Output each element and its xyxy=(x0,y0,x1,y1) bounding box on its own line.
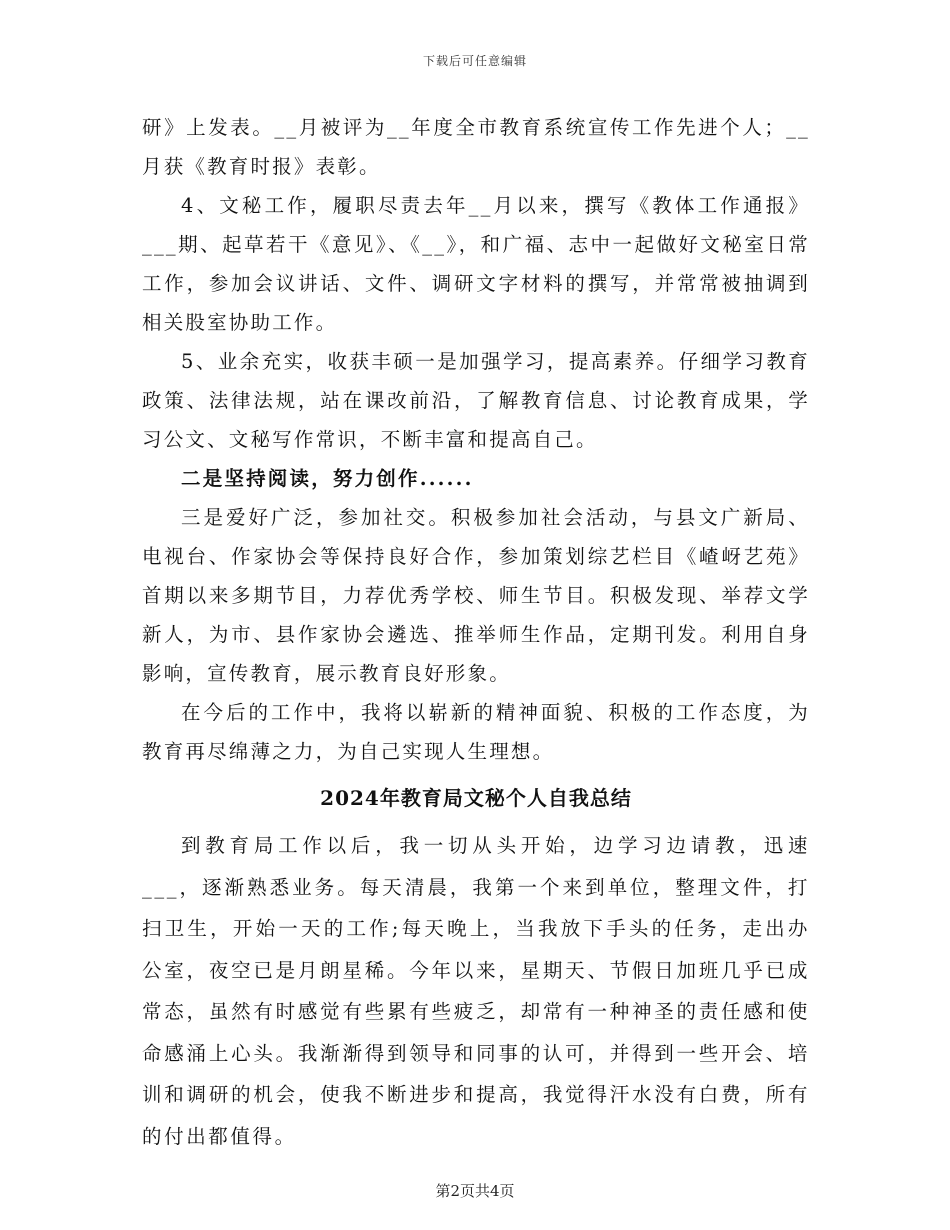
paragraph-social-activities: 三是爱好广泛，参加社交。积极参加社会活动，与县文广新局、电视台、作家协会等保持良好合作，参加策划综艺栏目《嵖岈艺苑》首期以来多期节目，力荐优秀学校、师生节目。积极发现、举荐文学新人，为市、县作家协会遴选、推举师生作品，定期刊发。利用自身影响，宣传教育，展示教育良好形象。 xyxy=(142,506,810,685)
document-body xyxy=(142,108,810,1157)
page-header: 下载后可任意编辑 xyxy=(422,54,527,68)
paragraph-spare-time: 5、业余充实，收获丰硕一是加强学习，提高素养。仔细学习教育政策、法律法规，站在课改前沿，了解教育信息、讨论教育成果，学习公文、文秘写作常识，不断丰富和提高自己。 xyxy=(142,350,810,451)
paragraph-reading-writing: 二是坚持阅读，努力创作...... xyxy=(181,467,474,490)
paragraph-secretarial-work: 4、文秘工作，履职尽责去年__月以来，撰写《教体工作通报》___期、起草若干《意见》、《__》，和广福、志中一起做好文秘室日常工作，参加会议讲话、文件、调研文字材料的撰写，并常常被抽调到相关股室协助工作。 xyxy=(142,194,810,334)
section-title: 2024年教育局文秘个人自我总结 xyxy=(320,786,632,810)
paragraph-continuation: 研》上发表。__月被评为__年度全市教育系统宣传工作先进个人；__月获《教育时报》表彰。 xyxy=(142,116,810,178)
section-body xyxy=(142,825,810,1157)
page-footer: 第2页共4页 xyxy=(435,1182,515,1200)
paragraph-closing: 在今后的工作中，我将以崭新的精神面貌、积极的工作态度，为教育再尽绵薄之力，为自己实现人生理想。 xyxy=(142,701,810,763)
paragraph-summary: 到教育局工作以后，我一切从头开始，边学习边请教，迅速___，逐渐熟悉业务。每天清晨，我第一个来到单位，整理文件，打扫卫生，开始一天的工作;每天晚上，当我放下手头的任务，走出办公室，夜空已是月朗星稀。今年以来，星期天、节假日加班几乎已成常态，虽然有时感觉有些累有些疲乏，却常有一种神圣的责任感和使命感涌上心头。我渐渐得到领导和同事的认可，并得到一些开会、培训和调研的机会，使我不断进步和提高，我觉得汗水没有白费，所有的付出都值得。 xyxy=(142,834,810,1148)
